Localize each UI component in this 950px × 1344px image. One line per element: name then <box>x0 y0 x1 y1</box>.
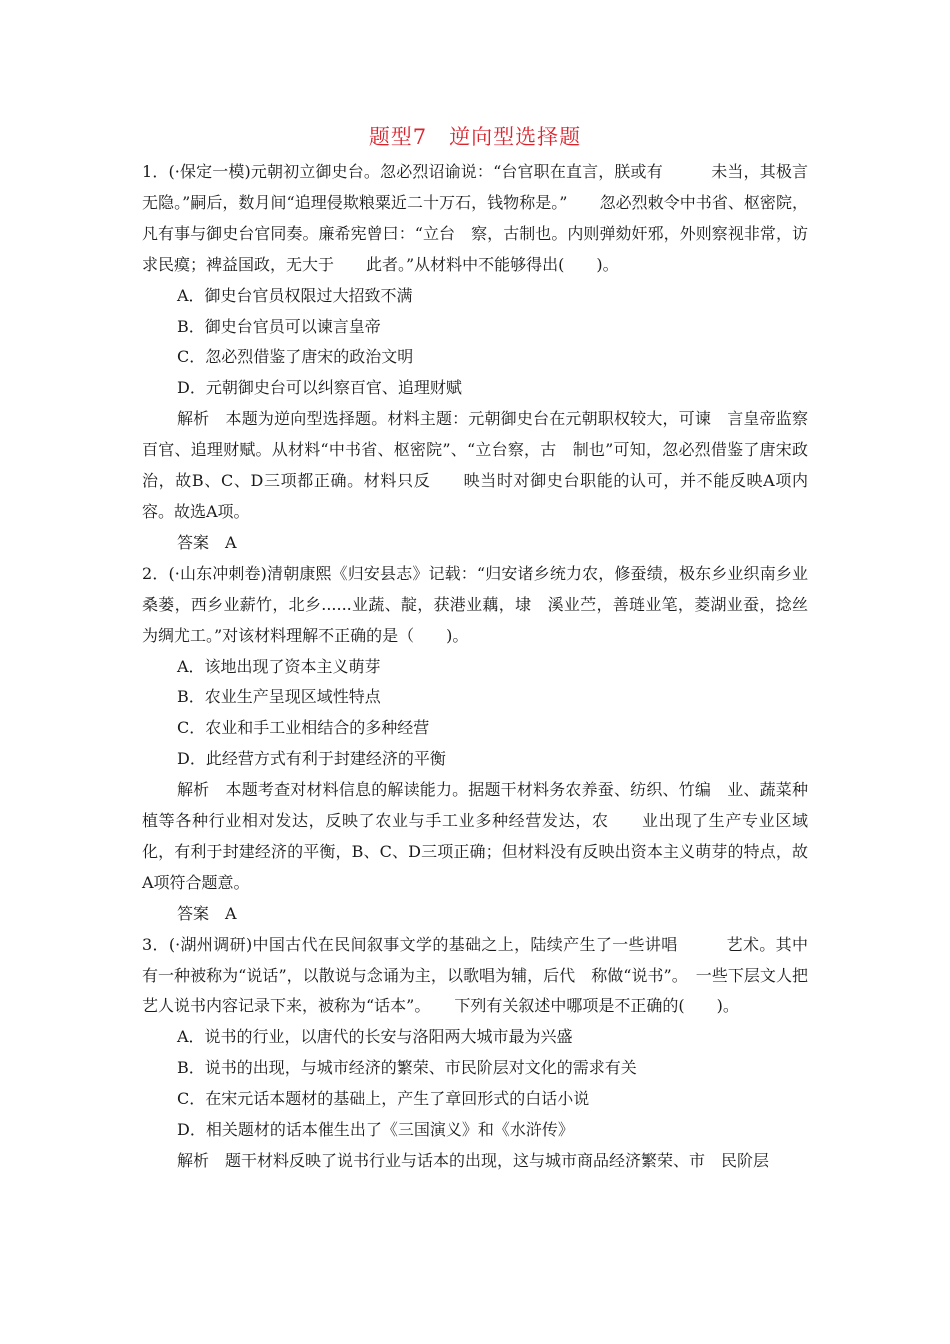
question-3-option-d: D．相关题材的话本催生出了《三国演义》和《水浒传》 <box>177 1120 574 1140</box>
question-2-option-c: C．农业和手工业相结合的多种经营 <box>177 718 430 738</box>
question-1-option-b: B．御史台官员可以谏言皇帝 <box>177 316 381 336</box>
question-1-answer: 答案 A <box>177 532 237 552</box>
question-2-analysis: 解析 本题考查对材料信息的解读能力。据题干材料务农养蚕、纺织、竹编 业、蔬菜种植等各种行业相对发达，反映了农业与手工业多种经营发达，农 业出现了生产专业区域化，有利于封建经济的平衡，B、C、D三项正确；但材料没有反映出资本主义萌芽的特点，故A项符合题意。 <box>142 780 808 892</box>
question-2-option-b: B．农业生产呈现区域性特点 <box>177 687 381 707</box>
question-3-stem: 3．(·湖州调研)中国古代在民间叙事文学的基础之上，陆续产生了一些讲唱 艺术。其中有一种被称为“说话”，以散说与念诵为主，以歌唱为辅，后代 称做“说书”。 一些下层文人把艺人说书内容记录下来，被称为“话本”。 下列有关叙述中哪项是不正确的( )。 <box>142 934 808 1016</box>
question-2-option-a: A．该地出现了资本主义萌芽 <box>177 656 381 676</box>
question-3-option-c: C．在宋元话本题材的基础上，产生了章回形式的白话小说 <box>177 1089 590 1109</box>
question-2-answer: 答案 A <box>177 903 237 923</box>
question-3-option-a: A．说书的行业，以唐代的长安与洛阳两大城市最为兴盛 <box>177 1027 573 1047</box>
question-2-stem: 2．(·山东冲刺卷)清朝康熙《归安县志》记载：“归安诸乡统力农，修蚕绩，极东乡业织南乡业桑蒌，西乡业薪竹，北乡......业蔬、靛，获港业藕，埭 溪业苎，善琏业笔，菱湖业蚕，捻丝为绸尤工。”对该材料理解不正确的是（ )。 <box>142 563 808 645</box>
page-title: 题型7 逆向型选择题 <box>368 125 582 149</box>
question-1-option-a: A．御史台官员权限过大招致不满 <box>177 285 413 305</box>
question-3-analysis: 解析 题干材料反映了说书行业与话本的出现，这与城市商品经济繁荣、市 民阶层 <box>177 1151 770 1170</box>
question-3-option-b: B．说书的出现，与城市经济的繁荣、市民阶层对文化的需求有关 <box>177 1058 637 1078</box>
question-2-option-d: D．此经营方式有利于封建经济的平衡 <box>177 749 446 769</box>
question-1-option-d: D．元朝御史台可以纠察百官、追理财赋 <box>177 378 462 398</box>
question-1-option-c: C．忽必烈借鉴了唐宋的政治文明 <box>177 347 414 367</box>
question-1-analysis: 解析 本题为逆向型选择题。材料主题：元朝御史台在元朝职权较大，可谏 言皇帝监察百官、追理财赋。从材料“中书省、枢密院”、“立台察，古 制也”可知，忽必烈借鉴了唐宋政治，故B、C、D三项都正确。材料只反 映当时对御史台职能的认可，并不能反映A项内容。故选A项。 <box>142 409 808 521</box>
document-body <box>142 157 808 1177</box>
question-1-stem: 1．(·保定一模)元朝初立御史台。忽必烈诏谕说：“台官职在直言，朕或有 未当，其极言无隐。”嗣后，数月间“追理侵欺粮粟近二十万石，钱物称是。” 忽必烈敕令中书省、枢密院，凡有事与御史台官同奏。廉希宪曾曰：“立台 察，古制也。内则弹劾奸邪，外则察视非常，访求民瘼；裨益国政，无大于 此者。”从材料中不能够得出( )。 <box>142 162 808 274</box>
